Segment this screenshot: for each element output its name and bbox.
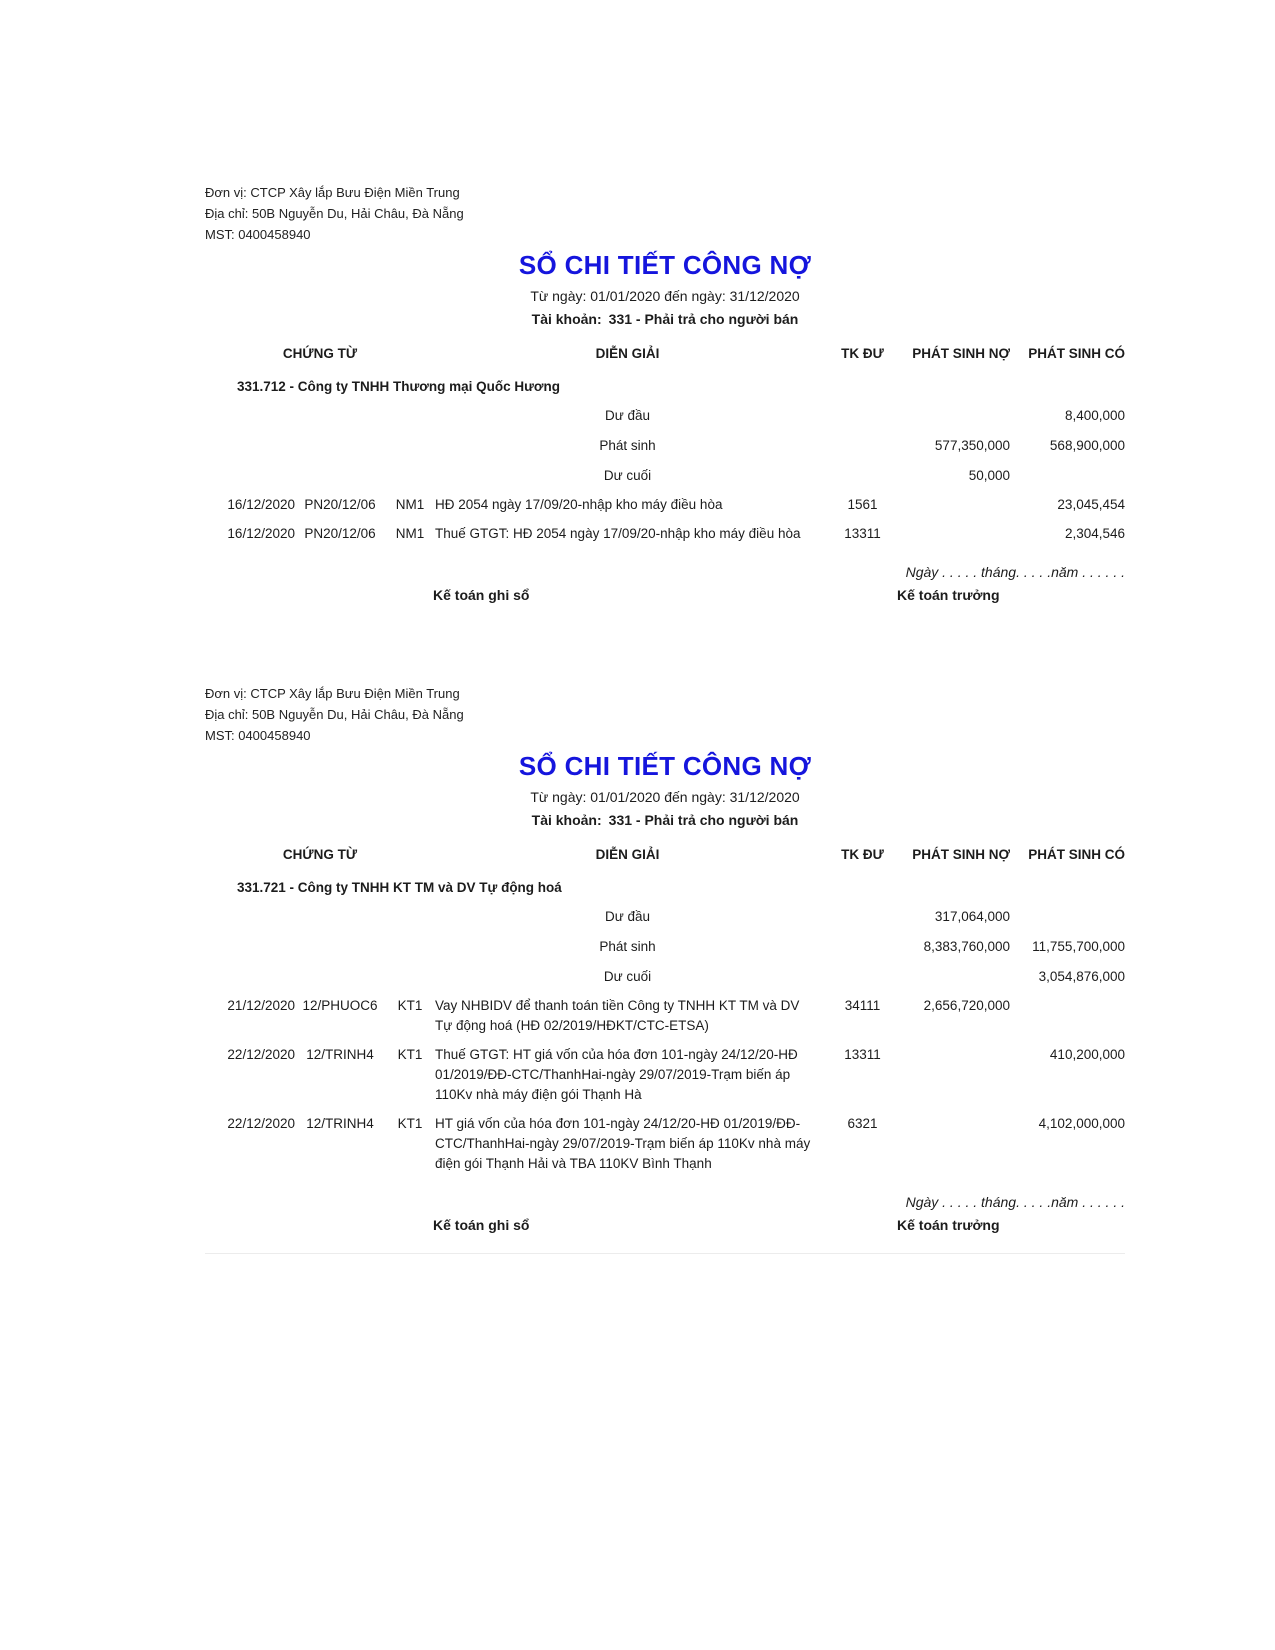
summary-co: 568,900,000: [1049, 438, 1125, 453]
report-page: [205, 0, 1125, 1254]
cell-description: Thuế GTGT: HĐ 2054 ngày 17/09/20-nhập kho máy điều hòa: [435, 526, 801, 541]
account-value: 331 - Phải trả cho người bán: [608, 812, 799, 828]
cell-tk-du: 13311: [844, 1047, 881, 1062]
cell-tk-du: 13311: [844, 526, 881, 541]
account-label: Tài khoản:: [531, 311, 602, 327]
summary-co: [1010, 902, 1125, 932]
summary-no: [905, 401, 1010, 431]
company-header: [205, 182, 1125, 245]
section-footer: [205, 1193, 1125, 1239]
summary-row-du-cuoi: [205, 461, 1125, 491]
cell-doc-number: 12/TRINH4: [306, 1116, 374, 1131]
cell-date: 21/12/2020: [227, 998, 295, 1013]
cell-phat-sinh-no: [905, 1110, 1010, 1179]
summary-co: 11,755,700,000: [1032, 939, 1125, 954]
summary-row-phat-sinh: [205, 431, 1125, 461]
summary-row-phat-sinh: [205, 932, 1125, 962]
section-footer: [205, 563, 1125, 609]
signature-ke-toan-truong: Kế toán trưởng: [897, 587, 1000, 603]
cell-description: Thuế GTGT: HT giá vốn của hóa đơn 101-ngày 24/12/20-HĐ 01/2019/ĐĐ-CTC/ThanhHai-ngày 29/07/2019-Trạm biến áp 110Kv nhà máy điện gói Thạnh Hà: [435, 1047, 798, 1102]
summary-row-du-cuoi: [205, 962, 1125, 992]
summary-no: 50,000: [968, 468, 1010, 483]
date-range: Từ ngày: 01/01/2020 đến ngày: 31/12/2020: [530, 789, 800, 805]
cell-doc-type: KT1: [397, 998, 423, 1013]
col-header-phat-sinh-no: PHÁT SINH NỢ: [912, 847, 1010, 862]
table-row: [205, 491, 1125, 520]
cell-description: HĐ 2054 ngày 17/09/20-nhập kho máy điều hòa: [435, 497, 723, 512]
col-header-tkdu: TK ĐƯ: [841, 346, 884, 361]
signature-ke-toan-ghi-so: Kế toán ghi sổ: [433, 587, 530, 603]
cell-tk-du: 34111: [844, 998, 881, 1013]
account-line: [205, 812, 1125, 829]
summary-no: [905, 962, 1010, 992]
signature-ke-toan-ghi-so: Kế toán ghi sổ: [433, 1217, 530, 1233]
cell-doc-number: 12/TRINH4: [306, 1047, 374, 1062]
account-line: [205, 311, 1125, 328]
company-address: Địa chỉ: 50B Nguyễn Du, Hải Châu, Đà Nẵng: [205, 206, 464, 221]
group-title: 331.712 - Công ty TNHH Thương mại Quốc Hương: [237, 379, 561, 394]
cell-phat-sinh-co: 4,102,000,000: [1038, 1116, 1125, 1131]
report-title: SỔ CHI TIẾT CÔNG NỢ: [518, 250, 812, 280]
cell-tk-du: 1561: [847, 497, 878, 512]
cell-phat-sinh-no: [905, 1041, 1010, 1110]
summary-co: [1010, 461, 1125, 491]
cell-doc-type: KT1: [397, 1116, 423, 1131]
summary-label: Dư cuối: [603, 468, 652, 483]
date-range: Từ ngày: 01/01/2020 đến ngày: 31/12/2020: [530, 288, 800, 304]
col-header-chungtu: CHỨNG TỪ: [282, 847, 358, 862]
ledger-section-2: [205, 683, 1125, 1254]
summary-label: Dư cuối: [603, 969, 652, 984]
ledger-section-1: [205, 182, 1125, 609]
col-header-phat-sinh-co: PHÁT SINH CÓ: [1028, 346, 1125, 361]
company-header: [205, 683, 1125, 746]
summary-no: 317,064,000: [934, 909, 1010, 924]
cell-doc-number: PN20/12/06: [304, 497, 376, 512]
signature-date-line: Ngày . . . . . tháng. . . . .năm . . . . . .: [905, 1194, 1125, 1210]
company-unit: Đơn vị: CTCP Xây lắp Bưu Điện Miền Trung: [205, 185, 460, 200]
signature-date-line: Ngày . . . . . tháng. . . . .năm . . . . . .: [905, 564, 1125, 580]
cell-doc-number: 12/PHUOC6: [302, 998, 378, 1013]
summary-label: Dư đầu: [604, 408, 651, 423]
cell-phat-sinh-co: 2,304,546: [1064, 526, 1125, 541]
cell-phat-sinh-no: 2,656,720,000: [923, 998, 1010, 1013]
report-title: SỔ CHI TIẾT CÔNG NỢ: [518, 751, 812, 781]
summary-co: 8,400,000: [1064, 408, 1125, 423]
company-address: Địa chỉ: 50B Nguyễn Du, Hải Châu, Đà Nẵng: [205, 707, 464, 722]
group-title-row: [205, 868, 1125, 902]
signature-row: [205, 587, 1125, 609]
company-tax-code: MST: 0400458940: [205, 728, 311, 743]
col-header-chungtu: CHỨNG TỪ: [282, 346, 358, 361]
cell-tk-du: 6321: [847, 1116, 878, 1131]
group-title: 331.721 - Công ty TNHH KT TM và DV Tự động hoá: [237, 880, 562, 895]
group-title-row: [205, 367, 1125, 401]
col-header-phat-sinh-no: PHÁT SINH NỢ: [912, 346, 1010, 361]
cell-doc-type: NM1: [395, 497, 425, 512]
cell-phat-sinh-no: [905, 520, 1010, 549]
cell-doc-type: KT1: [397, 1047, 423, 1062]
table-header-row: [205, 847, 1125, 868]
table-row: [205, 1110, 1125, 1179]
cell-phat-sinh-co: [1010, 992, 1125, 1041]
table-row: [205, 520, 1125, 549]
cell-description: Vay NHBIDV để thanh toán tiền Công ty TNHH KT TM và DV Tự động hoá (HĐ 02/2019/HĐKT/CTC-ETSA): [435, 998, 800, 1033]
table-row: [205, 1041, 1125, 1110]
ledger-table: [205, 346, 1125, 549]
summary-row-du-dau: [205, 401, 1125, 431]
company-unit: Đơn vị: CTCP Xây lắp Bưu Điện Miền Trung: [205, 686, 460, 701]
col-header-diengiai: DIỄN GIẢI: [595, 346, 660, 361]
cell-date: 22/12/2020: [227, 1116, 295, 1131]
table-row: [205, 992, 1125, 1041]
cell-description: HT giá vốn của hóa đơn 101-ngày 24/12/20-HĐ 01/2019/ĐĐ-CTC/ThanhHai-ngày 29/07/2019-Trạm biến áp 110Kv nhà máy điện gói Thạnh Hải và TBA 110KV Bình Thạnh: [435, 1116, 811, 1171]
cell-date: 16/12/2020: [227, 526, 295, 541]
summary-label: Dư đầu: [604, 909, 651, 924]
signature-row: [205, 1217, 1125, 1239]
summary-no: 8,383,760,000: [923, 939, 1010, 954]
summary-row-du-dau: [205, 902, 1125, 932]
cell-phat-sinh-no: [905, 491, 1010, 520]
signature-ke-toan-truong: Kế toán trưởng: [897, 1217, 1000, 1233]
col-header-diengiai: DIỄN GIẢI: [595, 847, 660, 862]
cell-doc-number: PN20/12/06: [304, 526, 376, 541]
summary-co: 3,054,876,000: [1038, 969, 1125, 984]
company-tax-code: MST: 0400458940: [205, 227, 311, 242]
col-header-phat-sinh-co: PHÁT SINH CÓ: [1028, 847, 1125, 862]
summary-no: 577,350,000: [934, 438, 1010, 453]
col-header-tkdu: TK ĐƯ: [841, 847, 884, 862]
ledger-table: [205, 847, 1125, 1179]
page-divider: [205, 1253, 1125, 1254]
summary-label: Phát sinh: [599, 438, 656, 453]
cell-phat-sinh-co: 410,200,000: [1049, 1047, 1125, 1062]
cell-phat-sinh-co: 23,045,454: [1057, 497, 1125, 512]
table-header-row: [205, 346, 1125, 367]
summary-label: Phát sinh: [599, 939, 656, 954]
cell-date: 16/12/2020: [227, 497, 295, 512]
cell-date: 22/12/2020: [227, 1047, 295, 1062]
account-value: 331 - Phải trả cho người bán: [608, 311, 799, 327]
cell-doc-type: NM1: [395, 526, 425, 541]
account-label: Tài khoản:: [531, 812, 602, 828]
